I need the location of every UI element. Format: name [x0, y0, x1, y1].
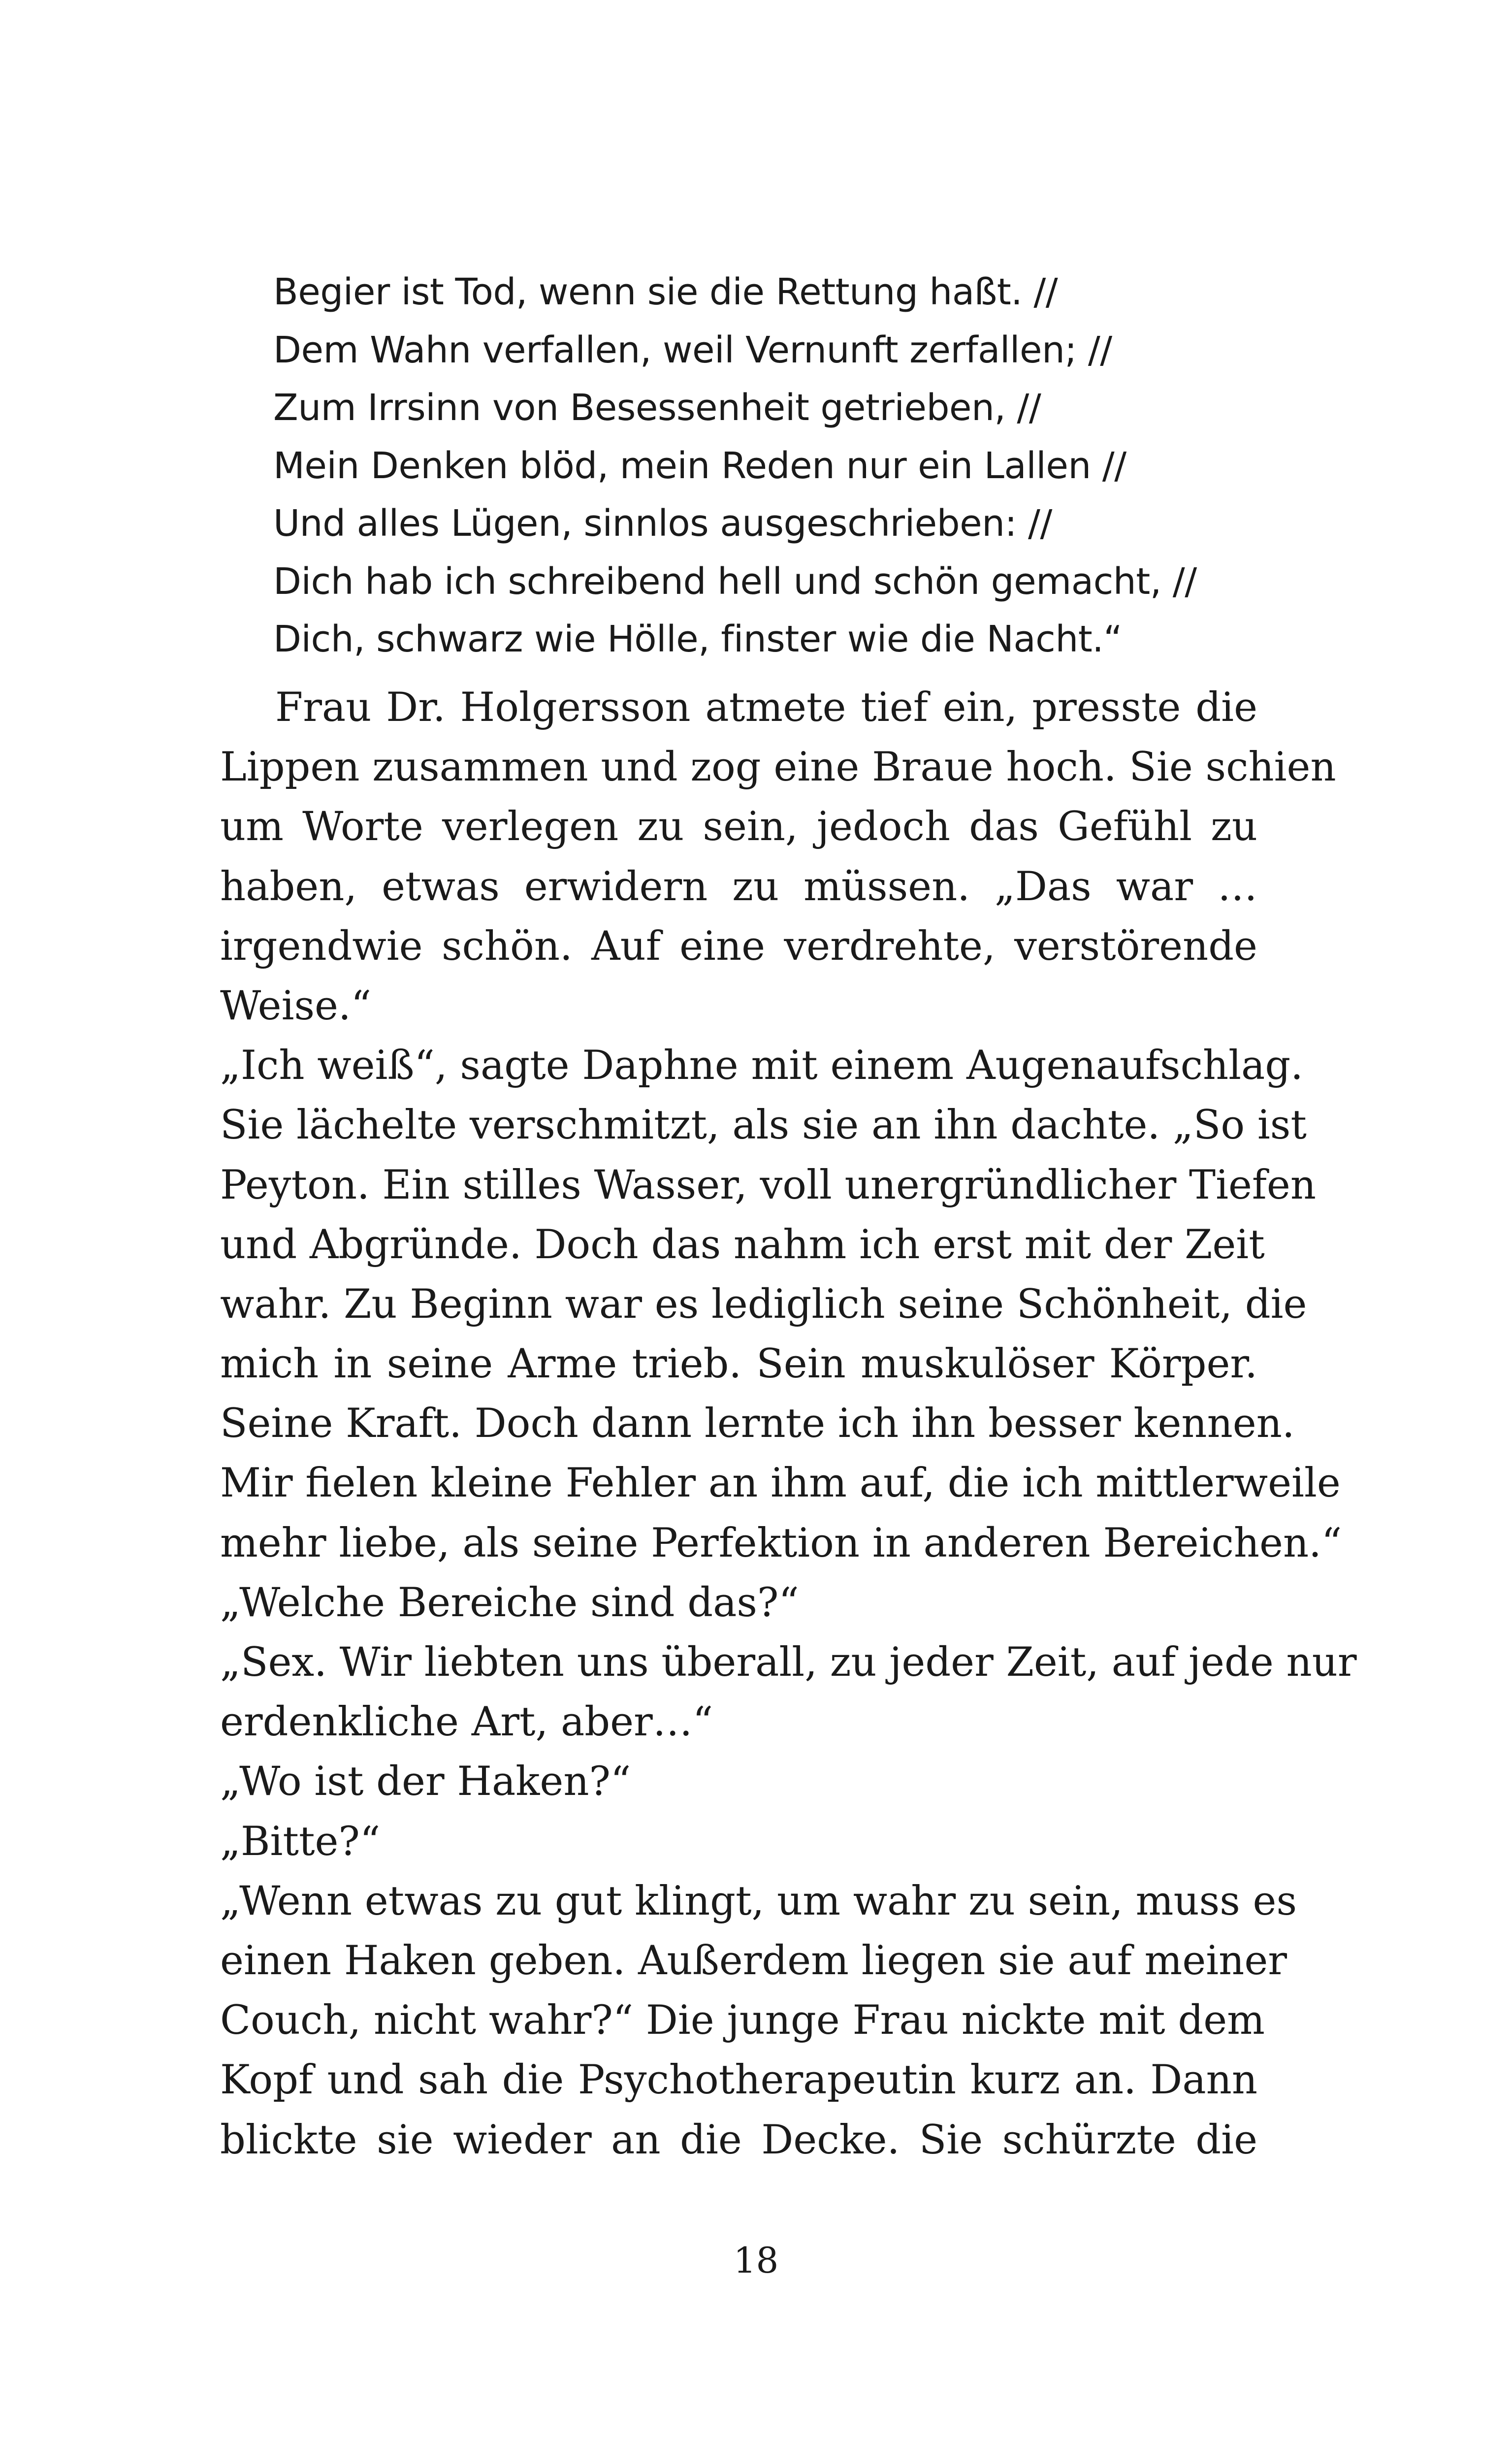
prose-line: „Ich weiß“, sagte Daphne mit einem Augenaufschlag.	[220, 1042, 1303, 1089]
prose-line: Couch, nicht wahr?“ Die junge Frau nickte mit dem	[220, 1997, 1265, 2044]
prose-line: Seine Kraft. Doch dann lernte ich ihn besser kennen.	[220, 1401, 1295, 1447]
prose-line: haben, etwas erwidern zu müssen. „Das war …	[220, 863, 1257, 910]
prose-line: irgendwie schön. Auf eine verdrehte, verstörende	[220, 923, 1257, 970]
verse-block	[273, 263, 1307, 669]
prose-line: mehr liebe, als seine Perfektion in anderen Bereichen.“	[220, 1520, 1342, 1566]
verse-line: Dem Wahn verfallen, weil Vernunft zerfallen; //	[273, 328, 1112, 371]
prose-line: Sie lächelte verschmitzt, als sie an ihn dachte. „So ist	[220, 1102, 1307, 1149]
prose-line: blickte sie wieder an die Decke. Sie schürzte die	[220, 2117, 1257, 2163]
verse-line: Zum Irrsinn von Besessenheit getrieben, //	[273, 387, 1041, 429]
prose-line: wahr. Zu Beginn war es lediglich seine Schönheit, die	[220, 1281, 1307, 1328]
prose-line: Frau Dr. Holgersson atmete tief ein, presste die	[275, 684, 1257, 731]
verse-line: Dich hab ich schreibend hell und schön gemacht, //	[273, 560, 1197, 603]
prose-line: „Wo ist der Haken?“	[220, 1759, 631, 1805]
prose-line: „Welche Bereiche sind das?“	[220, 1579, 799, 1626]
prose-line: Mir fielen kleine Fehler an ihm auf, die ich mittlerweile	[220, 1460, 1341, 1507]
verse-line: Mein Denken blöd, mein Reden nur ein Lallen //	[273, 444, 1126, 487]
prose-line: einen Haken geben. Außerdem liegen sie auf meiner	[220, 1937, 1287, 1984]
prose-line: um Worte verlegen zu sein, jedoch das Gefühl zu	[220, 804, 1257, 850]
prose-line: Kopf und sah die Psychotherapeutin kurz an. Dann	[220, 2057, 1257, 2104]
prose-block	[220, 678, 1357, 2170]
prose-line: Peyton. Ein stilles Wasser, voll unergründlicher Tiefen	[220, 1162, 1316, 1208]
prose-line: „Wenn etwas zu gut klingt, um wahr zu sein, muss es	[220, 1878, 1297, 1924]
page-number: 18	[733, 2240, 779, 2281]
prose-line: „Sex. Wir liebten uns überall, zu jeder Zeit, auf jede nur	[220, 1639, 1357, 1686]
prose-line: Lippen zusammen und zog eine Braue hoch. Sie schien	[220, 744, 1336, 791]
prose-line: mich in seine Arme trieb. Sein muskulöser Körper.	[220, 1341, 1257, 1388]
verse-line: Und alles Lügen, sinnlos ausgeschrieben: //	[273, 502, 1052, 545]
prose-line: erdenkliche Art, aber…“	[220, 1699, 713, 1746]
verse-line: Dich, schwarz wie Hölle, finster wie die Nacht.“	[273, 618, 1123, 660]
prose-line: Weise.“	[220, 982, 372, 1029]
prose-line: „Bitte?“	[220, 1818, 381, 1865]
verse-line: Begier ist Tod, wenn sie die Rettung haßt. //	[273, 271, 1058, 313]
prose-line: und Abgründe. Doch das nahm ich erst mit der Zeit	[220, 1221, 1265, 1268]
